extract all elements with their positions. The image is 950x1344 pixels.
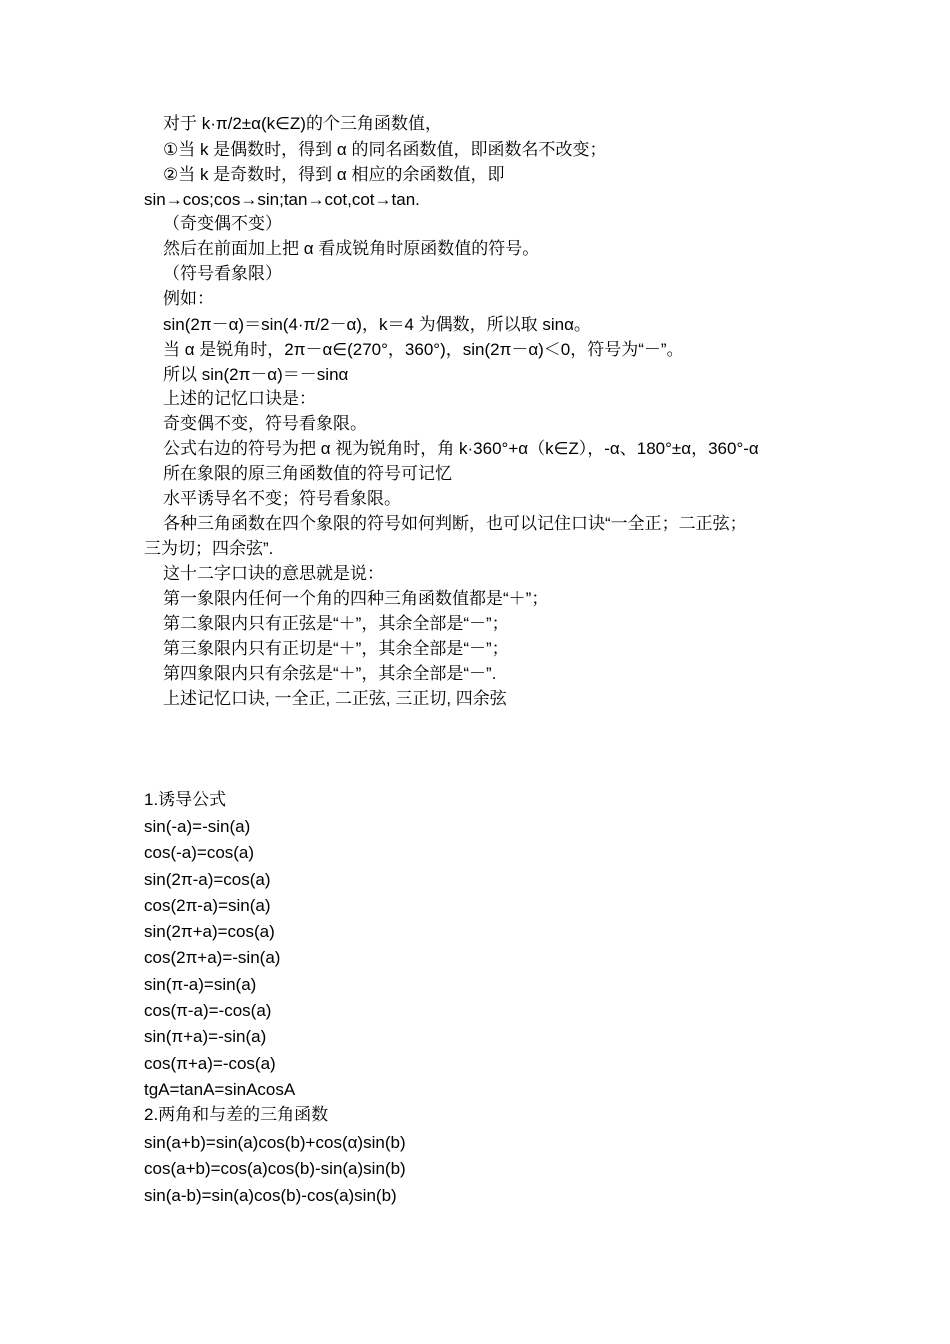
formula-line: cos(2π-a)=sin(a) <box>144 896 271 915</box>
formula-line: cos(π-a)=-cos(a) <box>144 1001 272 1020</box>
formula-line: cos(-a)=cos(a) <box>144 843 255 862</box>
text-line: 对于 k·π/2±α(k∈Z)的个三角函数值， <box>163 114 442 133</box>
formula-line: tgA=tanA=sinAcosA <box>144 1080 296 1099</box>
text-line: 上述的记忆口诀是： <box>163 389 316 408</box>
text-line: 三为切；四余弦”. <box>144 539 274 558</box>
text-line: 第四象限内只有余弦是“＋”，其余全部是“－”. <box>163 664 497 683</box>
formula-line: sin(π+a)=-sin(a) <box>144 1027 267 1046</box>
text-line: 所在象限的原三角函数值的符号可记忆 <box>163 464 452 483</box>
text-line: sin(2π－α)＝sin(4·π/2－α)，k＝4 为偶数，所以取 sinα。 <box>163 315 591 334</box>
text-line: 这十二字口诀的意思就是说： <box>163 564 384 583</box>
text-line: （奇变偶不变） <box>163 214 282 233</box>
formula-line: sin(π-a)=sin(a) <box>144 975 257 994</box>
text-line: 当 α 是锐角时，2π－α∈(270°，360°)，sin(2π－α)＜0，符号为“－”。 <box>163 340 684 359</box>
section-heading: 1.诱导公式 <box>144 790 227 809</box>
text-line: 上述记忆口诀, 一全正, 二正弦, 三正切, 四余弦 <box>163 689 507 708</box>
text-line: ①当 k 是偶数时，得到 α 的同名函数值，即函数名不改变； <box>163 140 607 159</box>
formula-line: sin(2π+a)=cos(a) <box>144 922 275 941</box>
formula-line: cos(π+a)=-cos(a) <box>144 1054 276 1073</box>
formula-line: sin(a-b)=sin(a)cos(b)-cos(a)sin(b) <box>144 1186 397 1205</box>
text-line: 公式右边的符号为把 α 视为锐角时，角 k·360°+α（k∈Z），-α、180°±α，360°-α <box>163 439 759 458</box>
text-line: sin→cos;cos→sin;tan→cot,cot→tan. <box>144 190 420 209</box>
text-line: 水平诱导名不变；符号看象限。 <box>163 489 401 508</box>
text-line: ②当 k 是奇数时，得到 α 相应的余函数值，即 <box>163 165 505 184</box>
text-line: 然后在前面加上把 α 看成锐角时原函数值的符号。 <box>163 239 540 258</box>
formula-line: cos(a+b)=cos(a)cos(b)-sin(a)sin(b) <box>144 1159 406 1178</box>
formula-line: cos(2π+a)=-sin(a) <box>144 948 281 967</box>
text-line: （符号看象限） <box>163 264 282 283</box>
text-line: 例如： <box>163 289 214 308</box>
text-line: 第二象限内只有正弦是“＋”，其余全部是“－”； <box>163 614 509 633</box>
text-line: 各种三角函数在四个象限的符号如何判断，也可以记住口诀“一全正；二正弦； <box>163 514 747 533</box>
text-line: 第三象限内只有正切是“＋”，其余全部是“－”； <box>163 639 509 658</box>
text-line: 奇变偶不变，符号看象限。 <box>163 414 367 433</box>
text-line: 第一象限内任何一个角的四种三角函数值都是“＋”； <box>163 589 549 608</box>
text-line: 所以 sin(2π－α)＝－sinα <box>163 365 349 384</box>
section-heading: 2.两角和与差的三角函数 <box>144 1105 329 1124</box>
formula-line: sin(2π-a)=cos(a) <box>144 870 271 889</box>
formula-line: sin(-a)=-sin(a) <box>144 817 251 836</box>
formula-line: sin(a+b)=sin(a)cos(b)+cos(α)sin(b) <box>144 1133 406 1152</box>
